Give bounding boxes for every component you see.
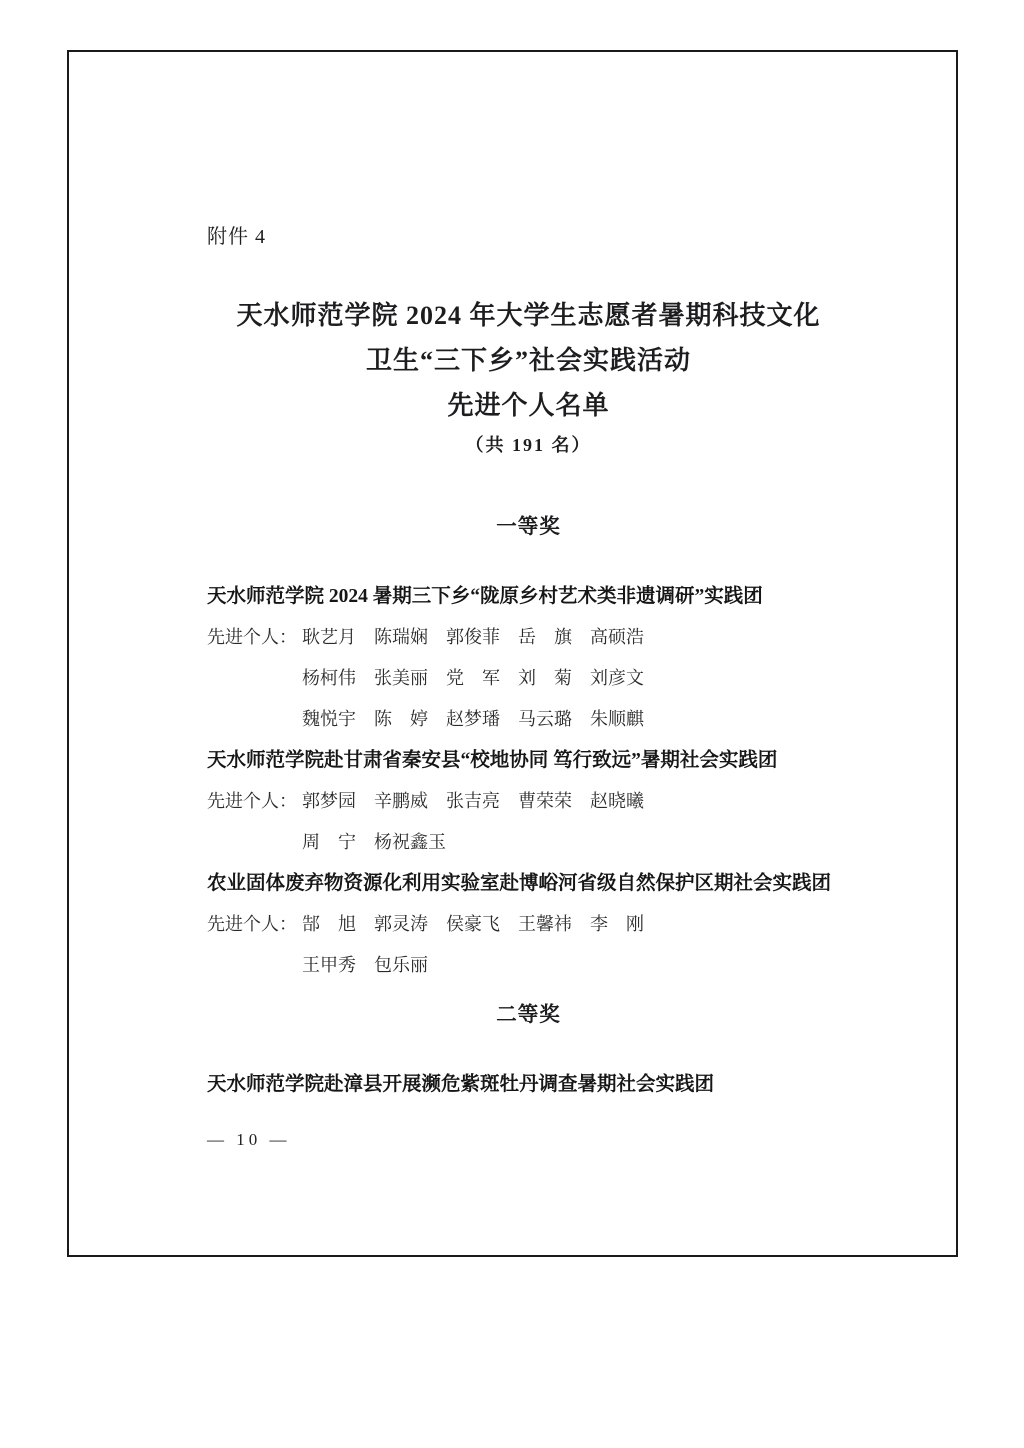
name-lines (302, 904, 850, 986)
team-name: 天水师范学院 2024 暑期三下乡“陇原乡村艺术类非遗调研”实践团 (207, 586, 763, 607)
name-line: 魏悦宇 陈 婷 赵梦璠 马云璐 朱顺麒 (302, 709, 644, 729)
team-block (207, 740, 850, 863)
page-number: — 10 — (207, 1130, 291, 1149)
team-name: 农业固体废弃物资源化利用实验室赴博峪河省级自然保护区期社会实践团 (207, 873, 832, 894)
first-prize-team-list (207, 576, 850, 986)
name-line: 王甲秀 包乐丽 (302, 955, 428, 975)
name-line: 耿艺月 陈瑞娴 郭俊菲 岳 旗 高硕浩 (302, 627, 644, 647)
title-line-1: 天水师范学院 2024 年大学生志愿者暑期科技文化 (236, 301, 821, 330)
award-heading-first-prize: 一等奖 (496, 516, 561, 538)
name-lines (302, 781, 850, 863)
attachment-label: 附件 4 (207, 226, 266, 248)
name-line: 郭梦园 辛鹏威 张吉亮 曹荣荣 赵晓曦 (302, 791, 644, 811)
name-line: 杨柯伟 张美丽 党 军 刘 菊 刘彦文 (302, 668, 644, 688)
name-lines (302, 617, 850, 740)
advanced-individuals-label: 先进个人： (207, 627, 297, 647)
team-name: 天水师范学院赴漳县开展濒危紫斑牡丹调查暑期社会实践团 (207, 1074, 715, 1095)
title-line-2: 卫生“三下乡”社会实践活动 (365, 346, 691, 375)
name-line: 周 宁 杨祝鑫玉 (302, 832, 446, 852)
award-heading-second-prize: 二等奖 (496, 1004, 561, 1026)
advanced-individuals-row (207, 781, 850, 863)
team-block (207, 863, 850, 986)
page-border (67, 50, 958, 1257)
advanced-individuals-row (207, 617, 850, 740)
advanced-individuals-label: 先进个人： (207, 914, 297, 934)
advanced-individuals-label: 先进个人： (207, 791, 297, 811)
page-content (69, 52, 956, 1153)
document-title (207, 293, 850, 428)
team-block (207, 1064, 850, 1105)
count-note: （共 191 名） (465, 435, 592, 455)
team-block (207, 576, 850, 740)
team-name: 天水师范学院赴甘肃省秦安县“校地协同 笃行致远”暑期社会实践团 (207, 750, 778, 771)
advanced-individuals-row (207, 904, 850, 986)
title-line-3: 先进个人名单 (447, 391, 610, 420)
name-line: 郜 旭 郭灵涛 侯豪飞 王馨祎 李 刚 (302, 914, 644, 934)
